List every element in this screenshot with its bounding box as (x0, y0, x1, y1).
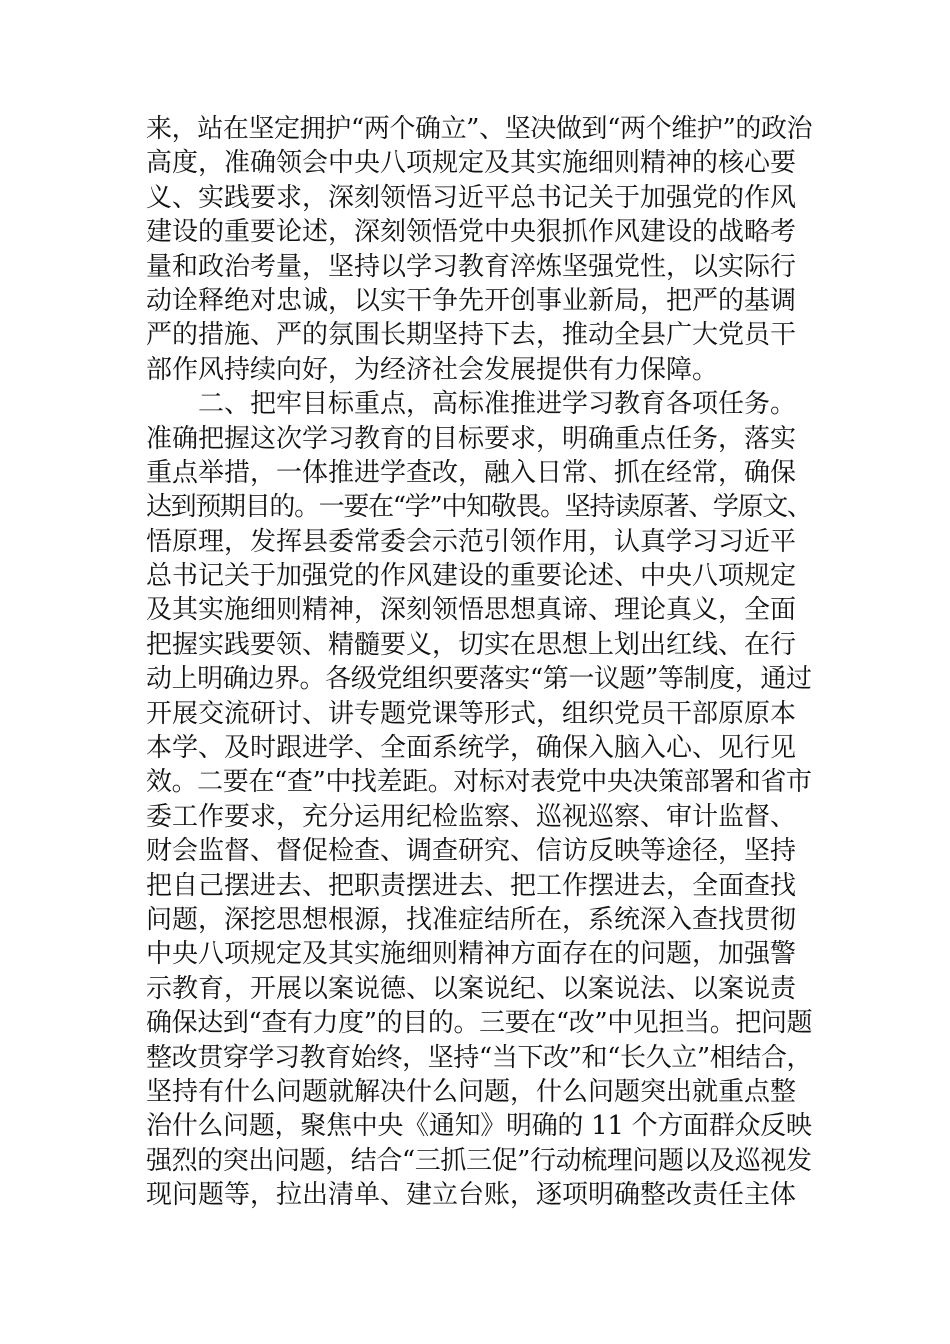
text-line: 现问题等，拉出清单、建立台账，逐项明确整改责任主体 (146, 1180, 797, 1211)
text-line: 动上明确边界。各级党组织要落实“第一议题”等制度，通过 (146, 664, 812, 695)
text-line: 部作风持续向好，为经济社会发展提供有力保障。 (146, 354, 719, 385)
text-line: 财会监督、督促检查、调查研究、信访反映等途径，坚持 (146, 836, 797, 867)
text-line: 及其实施细则精神，深刻领悟思想真谛、理论真义，全面 (146, 595, 797, 626)
section-heading: 二、把牢目标重点，高标准推进学习教育各项任务。 (198, 389, 797, 420)
text-line: 准确把握这次学习教育的目标要求，明确重点任务，落实 (146, 423, 797, 454)
text-line: 重点举措，一体推进学查改，融入日常、抓在经常，确保 (146, 457, 797, 488)
text-line: 开展交流研讨、讲专题党课等形式，组织党员干部原原本 (146, 698, 797, 729)
text-line: 把握实践要领、精髓要义，切实在思想上划出红线、在行 (146, 629, 797, 660)
text-line: 严的措施、严的氛围长期坚持下去，推动全县广大党员干 (146, 320, 797, 351)
text-line: 量和政治考量，坚持以学习教育淬炼坚强党性，以实际行 (146, 251, 797, 282)
text-line: 强烈的突出问题，结合“三抓三促”行动梳理问题以及巡视发 (146, 1145, 812, 1176)
text-line: 整改贯穿学习教育始终，坚持“当下改”和“长久立”相结合， (146, 1042, 813, 1073)
text-line: 来，站在坚定拥护“两个确立”、坚决做到“两个维护”的政治 (146, 114, 813, 144)
text-line: 委工作要求，充分运用纪检监察、巡视巡察、审计监督、 (146, 801, 797, 832)
text-line: 达到预期目的。一要在“学”中知敬畏。坚持读原著、学原文、 (146, 492, 812, 523)
text-line: 义、实践要求，深刻领悟习近平总书记关于加强党的作风 (146, 182, 797, 213)
text-line: 坚持有什么问题就解决什么问题，什么问题突出就重点整 (146, 1076, 797, 1107)
body-text (146, 112, 812, 1213)
text-line: 高度，准确领会中央八项规定及其实施细则精神的核心要 (146, 148, 797, 179)
text-line: 问题，深挖思想根源，找准症结所在，系统深入查找贯彻 (146, 904, 797, 935)
text-line: 悟原理，发挥县委常委会示范引领作用，认真学习习近平 (146, 526, 797, 557)
text-line: 效。二要在“查”中找差距。对标对表党中央决策部署和省市 (146, 767, 812, 798)
text-line: 把自己摆进去、把职责摆进去、把工作摆进去，全面查找 (146, 870, 797, 901)
text-line: 中央八项规定及其实施细则精神方面存在的问题，加强警 (146, 939, 797, 970)
text-line: 总书记关于加强党的作风建设的重要论述、中央八项规定 (146, 561, 797, 592)
text-line: 确保达到“查有力度”的目的。三要在“改”中见担当。把问题 (146, 1008, 813, 1039)
text-line: 本学、及时跟进学、全面系统学，确保入脑入心、见行见 (146, 733, 797, 764)
text-line: 动诠释绝对忠诚，以实干争先开创事业新局，把严的基调 (146, 285, 797, 316)
text-line: 治什么问题，聚焦中央《通知》明确的 11 个方面群众反映 (146, 1111, 812, 1142)
text-line: 建设的重要论述，深刻领悟党中央狠抓作风建设的战略考 (146, 217, 797, 248)
text-line: 示教育，开展以案说德、以案说纪、以案说法、以案说责 (146, 973, 797, 1004)
